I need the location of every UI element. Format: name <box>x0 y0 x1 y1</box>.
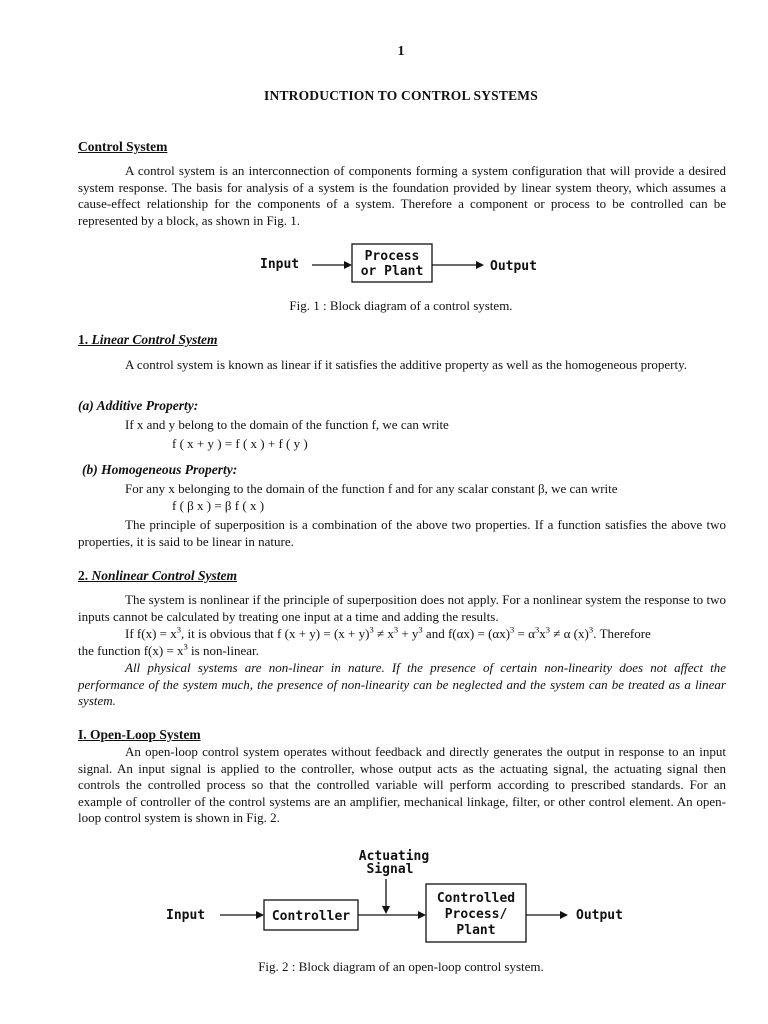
heading-text: Linear Control System <box>91 332 218 347</box>
fig2-input-label: Input <box>166 908 206 923</box>
paragraph-open-loop: An open-loop control system operates without feedback and directly generates the output in response to an input signal. An input signal is applied to the controller, whose output acts as the actuating signal, the actuating signal then controls the controlled process so that the controlled variable will perform according to prescribed standards. For an example of controller of the control systems are an amplifier, mechanical linkage, filter, or other control element. An open-loop control system is shown in Fig. 2. <box>78 744 726 826</box>
fig2-plant-label-1: Controlled <box>436 891 516 906</box>
fig1-output-arrowhead <box>476 261 484 269</box>
heading-control-system: Control System <box>78 139 168 154</box>
page-number: 1 <box>397 44 405 59</box>
paragraph-nonlinear: The system is nonlinear if the principle of superposition does not apply. For a nonlinear system the response to two inputs cannot be calculated by treating one input at a time and adding the results. <box>78 592 726 624</box>
fig2-controller-label: Controller <box>271 909 351 924</box>
fig1-block-line2: or Plant <box>360 264 424 279</box>
fig1-input-arrowhead <box>344 261 352 269</box>
paragraph-control-system: A control system is an interconnection of components forming a system configuration that will provide a desired system response. The basis for analysis of a system is the foundation provided by linear system theory, which assumes a cause-effect relationship for the components of a system. Therefore a component or process to be controlled can be represented by a block, as shown in Fig. 1. <box>78 163 726 228</box>
additive-property-label: (a) Additive Property: <box>78 398 199 413</box>
heading-text: Nonlinear Control System <box>91 568 238 583</box>
homogeneous-property-label: (b) Homogeneous Property: <box>82 462 238 477</box>
figure-1-block-diagram <box>250 238 560 288</box>
fig1-input-label: Input <box>260 257 300 272</box>
paragraph-superposition: The principle of superposition is a combination of the above two properties. If a function satisfies the above two properties, it is said to be linear in nature. <box>78 517 726 549</box>
fig2-plant-label-3: Plant <box>456 923 496 938</box>
figure-1-caption: Fig. 1 : Block diagram of a control system. <box>289 298 513 313</box>
fig2-actuating-arrowhead <box>382 906 390 914</box>
homogeneous-property-text: For any x belonging to the domain of the function f and for any scalar constant β, we can write <box>125 481 618 496</box>
page-title: INTRODUCTION TO CONTROL SYSTEMS <box>264 88 538 103</box>
fig2-actuating-label-2: Signal <box>366 862 414 877</box>
paragraph-linear: A control system is known as linear if it satisfies the additive property as well as the homogeneous property. <box>125 357 688 372</box>
fig2-output-arrowhead <box>560 911 568 919</box>
nonlinear-example-line1: If $f(x) = x^3$, it is obvious that f $(x + y) = (x + y)^3 \ne x^3 + y^3$ and $f(\alpha x) = (\alpha x)^3 = \alpha^3x^3 \ne \alpha$ $(x)^3$. Therefore <box>125 624 651 641</box>
heading-open-loop-system: I. Open-Loop System <box>78 727 201 742</box>
additive-property-text: If x and y belong to the domain of the function f, we can write <box>125 417 449 432</box>
fig2-input-arrowhead <box>256 911 264 919</box>
figure-2-caption: Fig. 2 : Block diagram of an open-loop control system. <box>258 959 544 974</box>
homogeneous-property-equation: f ( β x ) = β f ( x ) <box>172 498 265 513</box>
nonlinear-example-line2: the function $f(x) = x^3$ is non-linear. <box>78 641 259 658</box>
heading-nonlinear-control-system <box>78 568 237 584</box>
fig2-output-label: Output <box>576 908 623 923</box>
fig1-block-line1: Process <box>364 249 420 264</box>
fig2-actuating-label-1: Actuating <box>358 849 430 864</box>
additive-property-equation: f ( x + y ) = f ( x ) + f ( y ) <box>172 436 308 451</box>
fig2-plant-label-2: Process/ <box>444 907 508 922</box>
fig2-controller-arrowhead <box>418 911 426 919</box>
figure-2-block-diagram <box>160 846 650 950</box>
heading-number: 1. <box>78 332 92 347</box>
paragraph-nonlinear-italic: All physical systems are non-linear in nature. If the presence of certain non-linearity does not affect the performance of the system much, the presence of non-linearity can be neglected and the system can be treated as a linear system. <box>78 660 726 709</box>
fig1-output-label: Output <box>490 259 537 274</box>
heading-number: 2. <box>78 568 92 583</box>
heading-linear-control-system <box>78 332 218 348</box>
